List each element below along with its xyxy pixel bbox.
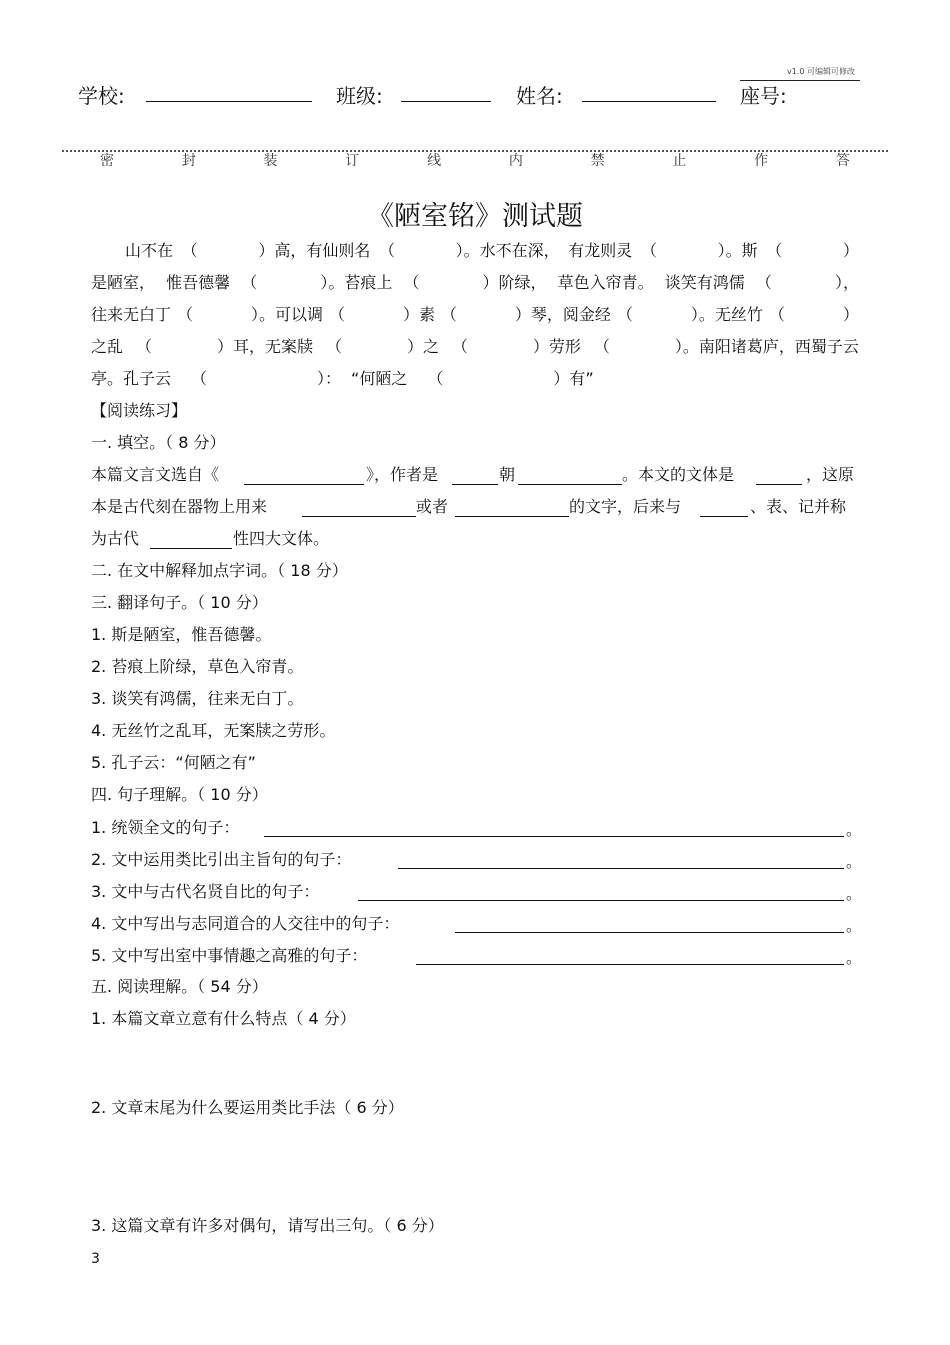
q1-title: 一. 填空。（ 8 分） xyxy=(91,433,226,452)
seal-char: 作 xyxy=(754,153,769,169)
text-segment: ）。水不在深， xyxy=(455,241,560,260)
passage-line-1 xyxy=(91,241,859,273)
blank-purpose-1[interactable] xyxy=(302,516,416,517)
q1-line3-b: 性四大文体。 xyxy=(233,529,330,548)
text-segment: （ xyxy=(766,241,783,260)
q3-item-2: 2. 苔痕上阶绿，草色入帘青。 xyxy=(91,657,304,676)
q1-line1-d: 。本文的文体是 xyxy=(622,465,735,484)
text-segment: （ xyxy=(378,241,395,260)
text-segment: （ xyxy=(176,305,193,324)
q1-line1-b: 》，作者是 xyxy=(366,465,439,484)
q4-item-1: 1. 统领全文的句子： xyxy=(91,818,240,837)
blank-source[interactable] xyxy=(244,484,364,485)
blank-style[interactable] xyxy=(150,548,232,549)
q4-item-5: 5. 文中写出室中事情趣之高雅的句子： xyxy=(91,946,368,965)
version-tag: v1.0 可编辑可修改 xyxy=(787,67,855,76)
q2-title: 二. 在文中解释加点字词。（ 18 分） xyxy=(91,561,348,580)
q1-line2-c: 的文字，后来与 xyxy=(569,497,682,516)
answer-line[interactable] xyxy=(264,836,844,837)
text-segment: （ xyxy=(451,337,468,356)
q1-line1-a: 本篇文言文选自《 xyxy=(91,465,220,484)
text-segment: ）： xyxy=(317,369,342,388)
seal-text-row xyxy=(100,150,850,170)
blank-dynasty[interactable] xyxy=(452,484,498,485)
text-segment: （ xyxy=(328,305,345,324)
text-segment: “何陋之 xyxy=(351,369,408,388)
end-mark: 。 xyxy=(846,852,863,871)
answer-line[interactable] xyxy=(398,868,844,869)
text-segment: ） xyxy=(842,241,859,260)
q3-item-5: 5. 孔子云：“何陋之有” xyxy=(91,753,256,772)
seal-char: 禁 xyxy=(590,153,605,169)
text-segment: （ xyxy=(440,305,457,324)
seal-char: 装 xyxy=(263,153,278,169)
text-segment: （ xyxy=(616,305,633,324)
text-segment: 亭。孔子云 xyxy=(91,369,172,388)
seal-char: 内 xyxy=(508,153,523,169)
passage-line-3 xyxy=(91,305,859,337)
answer-line[interactable] xyxy=(455,932,844,933)
q1-line1-e: ，这原 xyxy=(806,465,855,484)
text-segment: （ xyxy=(191,369,208,388)
seat-label: 座号: xyxy=(740,84,787,108)
text-segment: （ xyxy=(427,369,444,388)
text-segment: 草色入帘青。 xyxy=(557,273,654,292)
q1-line2-b: 或者 xyxy=(416,497,449,516)
text-segment: 往来无白丁 xyxy=(91,305,172,324)
passage-line-2 xyxy=(91,273,859,305)
seal-char: 密 xyxy=(100,153,114,169)
q5-item-1: 1. 本篇文章立意有什么特点（ 4 分） xyxy=(91,1009,356,1028)
q5-item-3: 3. 这篇文章有许多对偶句，请写出三句。（ 6 分） xyxy=(91,1216,444,1235)
text-segment: 有龙则灵 xyxy=(568,241,633,260)
text-segment: （ xyxy=(325,337,342,356)
text-segment: ）之 xyxy=(406,337,439,356)
text-segment: ）有” xyxy=(553,369,594,388)
reading-header: 【阅读练习】 xyxy=(91,401,188,420)
text-segment: ）琴，阅金经 xyxy=(514,305,611,324)
text-segment: （ xyxy=(640,241,657,260)
text-segment: ）。可以调 xyxy=(250,305,323,324)
text-segment: ）耳，无案牍 xyxy=(216,337,313,356)
q1-line2-a: 本是古代刻在器物上用来 xyxy=(91,497,268,516)
seal-char: 订 xyxy=(345,153,360,169)
blank-genre[interactable] xyxy=(756,484,802,485)
text-segment: （ xyxy=(593,337,610,356)
q4-title: 四. 句子理解。（ 10 分） xyxy=(91,785,268,804)
text-segment: ）。斯 xyxy=(717,241,758,260)
page-number: 3 xyxy=(91,1251,100,1267)
q4-item-4: 4. 文中写出与志同道合的人交往中的句子： xyxy=(91,914,400,933)
seal-char: 封 xyxy=(181,153,196,169)
text-segment: 之乱 xyxy=(91,337,124,356)
q4-item-3: 3. 文中与古代名贤自比的句子： xyxy=(91,882,320,901)
name-blank[interactable] xyxy=(582,101,716,102)
end-mark: 。 xyxy=(846,884,863,903)
q3-item-4: 4. 无丝竹之乱耳，无案牍之劳形。 xyxy=(91,721,336,740)
q1-line3-a: 为古代 xyxy=(91,529,140,548)
end-mark: 。 xyxy=(846,820,863,839)
seal-char: 线 xyxy=(427,153,442,169)
blank-author[interactable] xyxy=(518,484,622,485)
q3-item-3: 3. 谈笑有鸿儒，往来无白丁。 xyxy=(91,689,304,708)
seal-char: 止 xyxy=(672,153,687,169)
text-segment: （ xyxy=(403,273,420,292)
q3-title: 三. 翻译句子。（ 10 分） xyxy=(91,593,268,612)
q1-line2-d: 、表、记并称 xyxy=(750,497,847,516)
text-segment: 是陋室， xyxy=(91,273,156,292)
text-segment: 山不在 xyxy=(125,241,174,260)
text-segment: （ xyxy=(135,337,152,356)
page-title: 《陋室铭》测试题 xyxy=(367,201,583,232)
class-blank[interactable] xyxy=(401,101,491,102)
q5-item-2: 2. 文章末尾为什么要运用类比手法（ 6 分） xyxy=(91,1098,404,1117)
text-segment: ）。南阳诸葛庐，西蜀子云 xyxy=(674,337,859,356)
answer-line[interactable] xyxy=(358,900,844,901)
text-segment: ）高，有仙则名 xyxy=(258,241,371,260)
text-segment: ）阶绿， xyxy=(482,273,547,292)
answer-line[interactable] xyxy=(416,964,844,965)
school-blank[interactable] xyxy=(146,101,312,102)
blank-genre-2[interactable] xyxy=(700,516,748,517)
text-segment: ）素 xyxy=(402,305,435,324)
text-segment: （ xyxy=(241,273,258,292)
passage-line-4 xyxy=(91,337,859,369)
q5-title: 五. 阅读理解。（ 54 分） xyxy=(91,977,268,996)
blank-purpose-2[interactable] xyxy=(455,516,569,517)
passage-line-5 xyxy=(91,369,859,401)
end-mark: 。 xyxy=(846,916,863,935)
text-segment: ）劳形 xyxy=(532,337,581,356)
name-label: 姓名: xyxy=(516,84,563,108)
school-label: 学校: xyxy=(78,84,125,108)
q3-item-1: 1. 斯是陋室，惟吾德馨。 xyxy=(91,625,272,644)
text-segment: ） xyxy=(842,305,859,324)
text-segment: （ xyxy=(755,273,772,292)
text-segment: （ xyxy=(181,241,198,260)
text-segment: ）。无丝竹 xyxy=(690,305,763,324)
end-mark: 。 xyxy=(846,948,863,967)
text-segment: ）。苔痕上 xyxy=(320,273,393,292)
text-segment: ）， xyxy=(834,273,859,292)
text-segment: 谈笑有鸿儒 xyxy=(664,273,745,292)
q1-line1-c: 朝 xyxy=(499,465,516,484)
q4-item-2: 2. 文中运用类比引出主旨句的句子： xyxy=(91,850,352,869)
passage xyxy=(91,241,859,401)
text-segment: （ xyxy=(768,305,785,324)
class-label: 班级: xyxy=(336,84,383,108)
seal-char: 答 xyxy=(835,153,850,169)
text-segment: 惟吾德馨 xyxy=(166,273,231,292)
